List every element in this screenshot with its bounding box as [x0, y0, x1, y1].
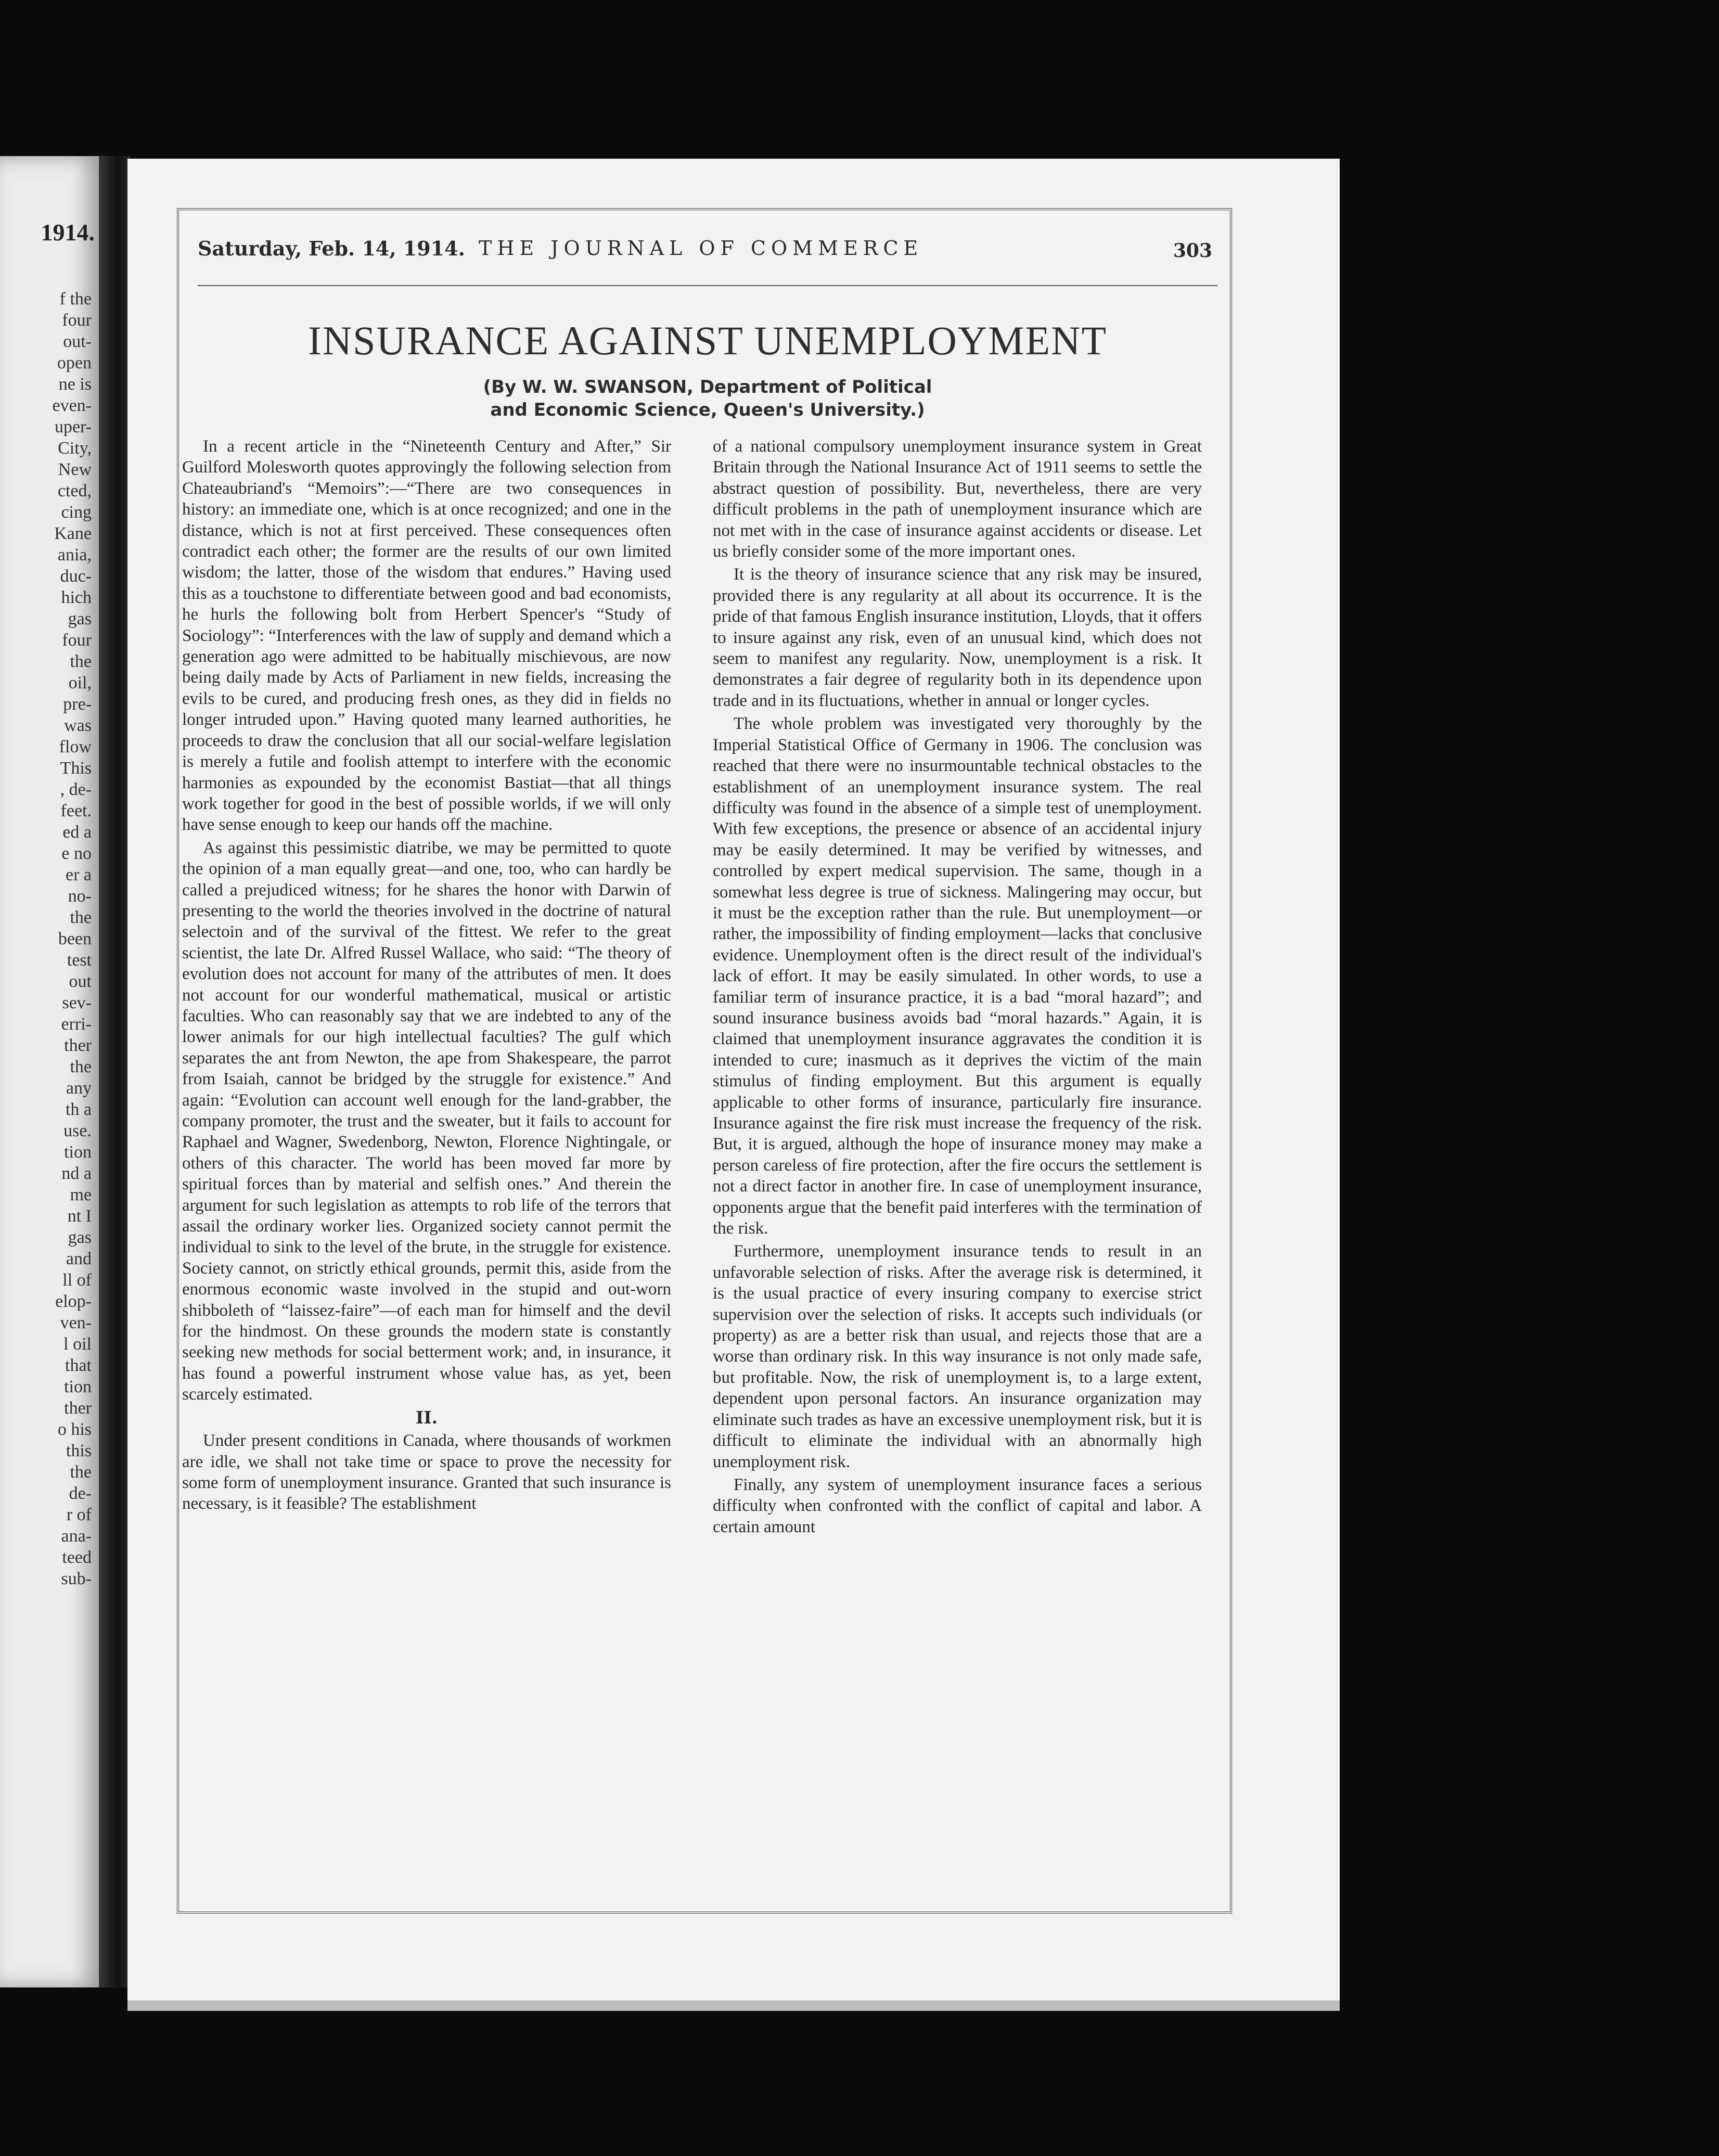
left-page-fragment-line: four	[62, 311, 92, 330]
left-page-fragment-line: f the	[59, 289, 92, 309]
left-page-fragment-line: New	[58, 460, 92, 479]
left-page-fragment	[0, 156, 99, 1987]
left-page-fragment-line: tion	[64, 1377, 92, 1396]
left-page-fragment-line: that	[65, 1356, 92, 1375]
left-page-fragment-line: ed a	[62, 823, 92, 842]
header-rule	[198, 285, 1217, 286]
paragraph: It is the theory of insurance science that any risk may be insured, provided there is any regularity at all about its occurrence. It is the pride of that famous English insurance institution, Lloyds, that it offers to insure against any risk, even of an unusual kind, which does not seem to manifest any regularity. Now, unemployment is a risk. It demonstrates a fair degree of regularity both in its dependence upon trade and in its fluctuations, whether in annual or longer cycles.	[713, 565, 1202, 710]
left-page-fragment-line: tion	[64, 1143, 92, 1162]
left-page-fragment-line: gas	[68, 1228, 92, 1247]
left-page-fragment-line: open	[57, 353, 92, 373]
article-column-right	[713, 436, 1202, 1888]
left-page-fragment-line: oil,	[68, 673, 92, 692]
left-page-fragment-line: l oil	[63, 1334, 92, 1354]
paragraph: of a national compulsory unemployment insurance system in Great Britain through the National Insurance Act of 1911 seems to settle the abstract question of possibility. But, nevertheless, there are very difficult problems in the path of unemployment insurance which are not met with in the case of insurance against accidents or disease. Let us briefly consider some of the more important ones.	[713, 437, 1202, 561]
section-heading: II.	[415, 1407, 438, 1428]
paragraph: Finally, any system of unemployment insurance faces a serious difficulty when confronted with the conflict of capital and labor. A certain amount	[713, 1475, 1202, 1536]
left-page-fragment-line: de-	[69, 1484, 92, 1503]
left-page-fragment-line: duc-	[60, 567, 92, 586]
left-page-fragment-line: this	[66, 1441, 92, 1460]
left-page-fragment-line: hich	[61, 588, 92, 607]
running-header	[198, 237, 1217, 273]
paragraph: The whole problem was investigated very thoroughly by the Imperial Statistical Office of Germany in 1906. The conclusion was reached that there were no insurmountable technical obstacles to the establishment of an unemployment insurance system. The real difficulty was found in the absence of a simple test of unemployment. With few exceptions, the presence or absence of an accidental injury may be easily determined. It may be verified by witnesses, and controlled by expert medical supervision. The same, though in a somewhat less degree is true of sickness. Malingering may occur, but it must be the exception rather than the rule. But unemployment—or rather, the impossibility of finding employment—lacks that conclusive evidence. Unemployment often is the direct result of the individual's lack of effort. It may be easily simulated. In other words, to use a familiar term of insurance practice, it is a bad “moral hazard”; and sound insurance business avoids bad “moral hazards.” Again, it is claimed that unemployment insurance aggravates the condition it is intended to cure; inasmuch as it deprives the victim of the main stimulus of finding employment. But this argument is equally applicable to other forms of insurance, particularly fire insurance. Insurance against the fire risk must increase the frequency of the risk. But, it is argued, although the hope of insurance money may make a person careless of fire protection, after the fire occurs the settlement is not a direct factor in another fire. In case of unemployment insurance, opponents argue that the benefit paid interferes with the termination of the risk.	[713, 714, 1202, 1238]
left-page-fragment-line: ana-	[61, 1526, 92, 1546]
article-byline	[198, 376, 1217, 421]
left-page-fragment-line: the	[70, 908, 92, 927]
paragraph: Furthermore, unemployment insurance tends to result in an unfavorable selection of risks. After the average risk is determined, it is the usual practice of every insuring company to exercise strict supervision over the selection of risks. It accepts such individuals (or property) as are a better risk than usual, and rejects those that are a worse than ordinary risk. In this way insurance is not only made safe, but profitable. Now, the risk of unemployment is, to a large extent, dependent upon personal factors. An insurance organization may eliminate such trades as have an excessive unemployment risk, but it is difficult to eliminate the individual with an abnormally high unemployment risk.	[713, 1242, 1202, 1471]
paragraph: In a recent article in the “Nineteenth Century and After,” Sir Guilford Molesworth quotes approvingly the following selection from Chateaubriand's “Memoirs”:—“There are two consequences in history: an immediate one, which is at once recognized; and one in the distance, which is not at first perceived. These consequences often contradict each other; the former are the results of our own limited wisdom; the latter, those of the wisdom that endures.” Having used this as a touchstone to differentiate between good and bad economists, he hurls the following bolt from Herbert Spencer's “Study of Sociology”: “Interferences with the law of supply and demand which a generation ago were admitted to be habitually mischievous, are now being daily made by Acts of Parliament in new fields, increasing the evils to be cured, and producing fresh ones, as they did in fields no longer intruded upon.” Having quoted many learned authorities, he proceeds to draw the conclusion that all our social-welfare legislation is merely a futile and foolish attempt to interfere with the economic harmonies as expounded by the economist Bastiat—that all things work together for good in the best of possible worlds, if we will only have sense enough to keep our hands off the machine.	[182, 437, 671, 835]
left-page-fragment-line: even-	[52, 396, 92, 415]
paragraph: Under present conditions in Canada, where thousands of workmen are idle, we shall not take time or space to prove the necessity for some form of unemployment insurance. Granted that such insurance is necessary, is it feasible? The establishment	[182, 1431, 671, 1513]
left-page-fragment-line: pre-	[63, 695, 92, 714]
paragraph: As against this pessimistic diatribe, we may be permitted to quote the opinion of a man equally great—and one, too, who can hardly be called a prejudiced witness; for he shares the honor with Darwin of presenting to the world the theories involved in the doctrine of natural selectoin and of the survival of the fittest. We refer to the great scientist, the late Dr. Alfred Russel Wallace, who said: “The theory of evolution does not account for many of the attributes of men. It does not account for our wonderful mathematical, musical or artistic faculties. Who can reasonably say that we are indebted to any of the lower animals for our high intellectual faculties? The gulf which separates the ant from Newton, the ape from Shakespeare, the parrot from Isaiah, cannot be bridged by the struggle for existence.” And again: “Evolution can account well enough for the land-grabber, the company promoter, the trust and the sweater, but it fails to account for Raphael and Wagner, Swedenborg, Newton, Florence Nightingale, or others of this character. The world has been moved far more by spiritual forces than by material and selfish ones.” And therein the argument for such legislation as attempts to rob life of the terrors that assail the ordinary worker lies. Organized society cannot permit the individual to sink to the level of the brute, in the struggle for existence. Society cannot, on strictly ethical grounds, permit this, aside from the enormous economic waste involved in the stupid and out-worn shibboleth of “laissez-faire”—of each man for himself and the devil for the hindmost. On these grounds the modern state is constantly seeking new methods for social betterment work; and, in insurance, it has found a powerful instrument whose value has, as yet, been scarcely estimated.	[182, 838, 671, 1404]
book-gutter	[99, 156, 130, 1987]
article-column-left	[182, 436, 671, 1888]
left-page-fragment-line: Kane	[54, 524, 92, 543]
left-page-fragment-line: four	[62, 631, 92, 650]
left-page-fragment-line: , de-	[60, 780, 92, 799]
left-page-fragment-line: City,	[58, 439, 92, 458]
left-page-fragment-line: erri-	[61, 1015, 92, 1034]
left-page-fragment-line: ther	[64, 1398, 92, 1418]
left-page-fragment-line: nt I	[67, 1207, 92, 1226]
left-page-fragment-line: the	[70, 1462, 92, 1482]
left-page-fragment-line: o his	[57, 1420, 92, 1439]
left-page-fragment-line: out-	[63, 332, 92, 351]
left-page-fragment-line: cing	[61, 503, 92, 522]
left-page-fragment-line: ther	[64, 1036, 92, 1055]
left-page-fragment-line: flow	[59, 737, 92, 756]
left-page-fragment-line: elop-	[55, 1292, 92, 1311]
left-page-fragment-line: the	[70, 652, 92, 671]
left-page-fragment-line: ne is	[58, 375, 92, 394]
left-page-fragment-line: sev-	[62, 993, 92, 1012]
left-page-fragment-line: r of	[66, 1505, 92, 1524]
left-page-fragment-line: any	[66, 1079, 92, 1098]
left-page-fragment-line: out	[69, 972, 92, 991]
left-page-fragment-line: sub-	[61, 1569, 92, 1588]
left-page-fragment-line: th a	[65, 1100, 92, 1119]
left-page-fragment-line: feet.	[60, 801, 92, 820]
left-page-fragment-line: me	[70, 1185, 92, 1204]
left-page-fragment-line: use.	[63, 1121, 92, 1140]
left-page-fragment-line: no-	[68, 887, 92, 906]
issue-date: Saturday, Feb. 14, 1914.	[198, 237, 465, 260]
left-page-fragment-line: the	[70, 1057, 92, 1076]
page-bottom-edge	[127, 2000, 1340, 2011]
page-number: 303	[1173, 240, 1212, 262]
left-page-fragment-line: ll of	[62, 1270, 92, 1290]
left-page-fragment-line: ania,	[57, 545, 92, 564]
left-page-fragment-line: been	[58, 929, 92, 948]
left-page-fragment-line: ven-	[60, 1313, 92, 1332]
left-page-fragment-line: cted,	[57, 481, 92, 500]
left-page-fragment-line: teed	[62, 1548, 92, 1567]
left-page-fragment-line: e no	[61, 844, 92, 863]
byline-line-2: and Economic Science, Queen's University.)	[490, 400, 925, 420]
left-page-fragment-line: was	[64, 716, 92, 735]
left-page-fragment-line: and	[66, 1249, 92, 1268]
left-page-fragment-line: nd a	[61, 1164, 92, 1183]
left-page-fragment-line: er a	[65, 865, 92, 884]
left-page-fragment-line: uper-	[54, 417, 92, 437]
byline-line-1: (By W. W. SWANSON, Department of Political	[483, 377, 932, 397]
article-title: INSURANCE AGAINST UNEMPLOYMENT	[307, 318, 1108, 363]
left-page-fragment-line: This	[60, 759, 92, 778]
left-page-fragment-line: test	[67, 951, 92, 970]
left-page-fragment-line: gas	[68, 609, 92, 628]
left-page-year: 1914.	[41, 219, 95, 246]
journal-name: THE JOURNAL OF COMMERCE	[479, 237, 923, 260]
